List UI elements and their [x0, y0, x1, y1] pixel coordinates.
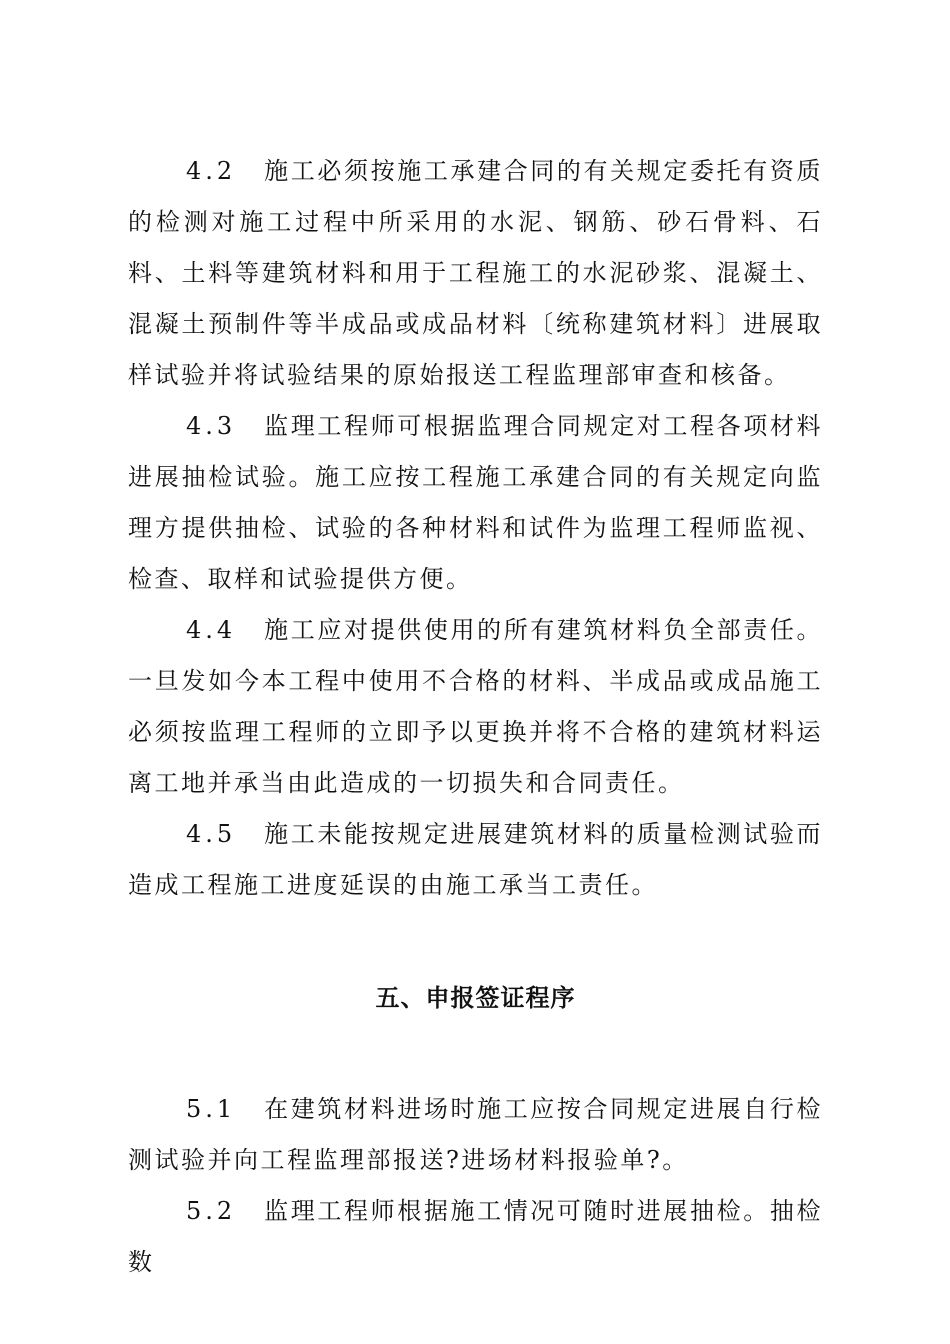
clause-number: 5.2: [186, 1197, 237, 1225]
clause-number: 4.5: [186, 820, 237, 848]
clause-number: 4.4: [186, 616, 237, 644]
clause-text: 施工未能按规定进展建筑材料的质量检测试验而造成工程施工进度延误的由施工承当工责任。: [128, 820, 823, 899]
clause-number: 4.3: [186, 412, 237, 440]
paragraph-5-1: [128, 1084, 823, 1186]
document-body: [128, 146, 823, 1288]
paragraph-4-3: [128, 401, 823, 605]
paragraph-4-5: [128, 809, 823, 911]
clause-text: 监理工程师可根据监理合同规定对工程各项材料进展抽检试验。施工应按工程施工承建合同的有关规定向监理方提供抽检、试验的各种材料和试件为监理工程师监视、检查、取样和试验提供方便。: [128, 412, 823, 593]
clause-text: 施工应对提供使用的所有建筑材料负全部责任。一旦发如今本工程中使用不合格的材料、半成品或成品施工必须按监理工程师的立即予以更换并将不合格的建筑材料运离工地并承当由此造成的一切损失和合同责任。: [128, 616, 823, 797]
clause-number: 5.1: [186, 1095, 237, 1123]
clause-number: 4.2: [186, 157, 237, 185]
paragraph-4-2: [128, 146, 823, 401]
clause-text: 施工必须按施工承建合同的有关规定委托有资质的检测对施工过程中所采用的水泥、钢筋、砂石骨料、石料、土料等建筑材料和用于工程施工的水泥砂浆、混凝土、混凝土预制件等半成品或成品材料〔统称建筑材料〕进展取样试验并将试验结果的原始报送工程监理部审查和核备。: [128, 157, 823, 389]
paragraph-4-4: [128, 605, 823, 809]
clause-text: 监理工程师根据施工情况可随时进展抽检。抽检数: [128, 1197, 823, 1276]
paragraph-5-2: [128, 1186, 823, 1288]
clause-text: 在建筑材料进场时施工应按合同规定进展自行检测试验并向工程监理部报送?进场材料报验单?。: [128, 1095, 823, 1174]
section-heading: 五、申报签证程序: [375, 984, 576, 1012]
